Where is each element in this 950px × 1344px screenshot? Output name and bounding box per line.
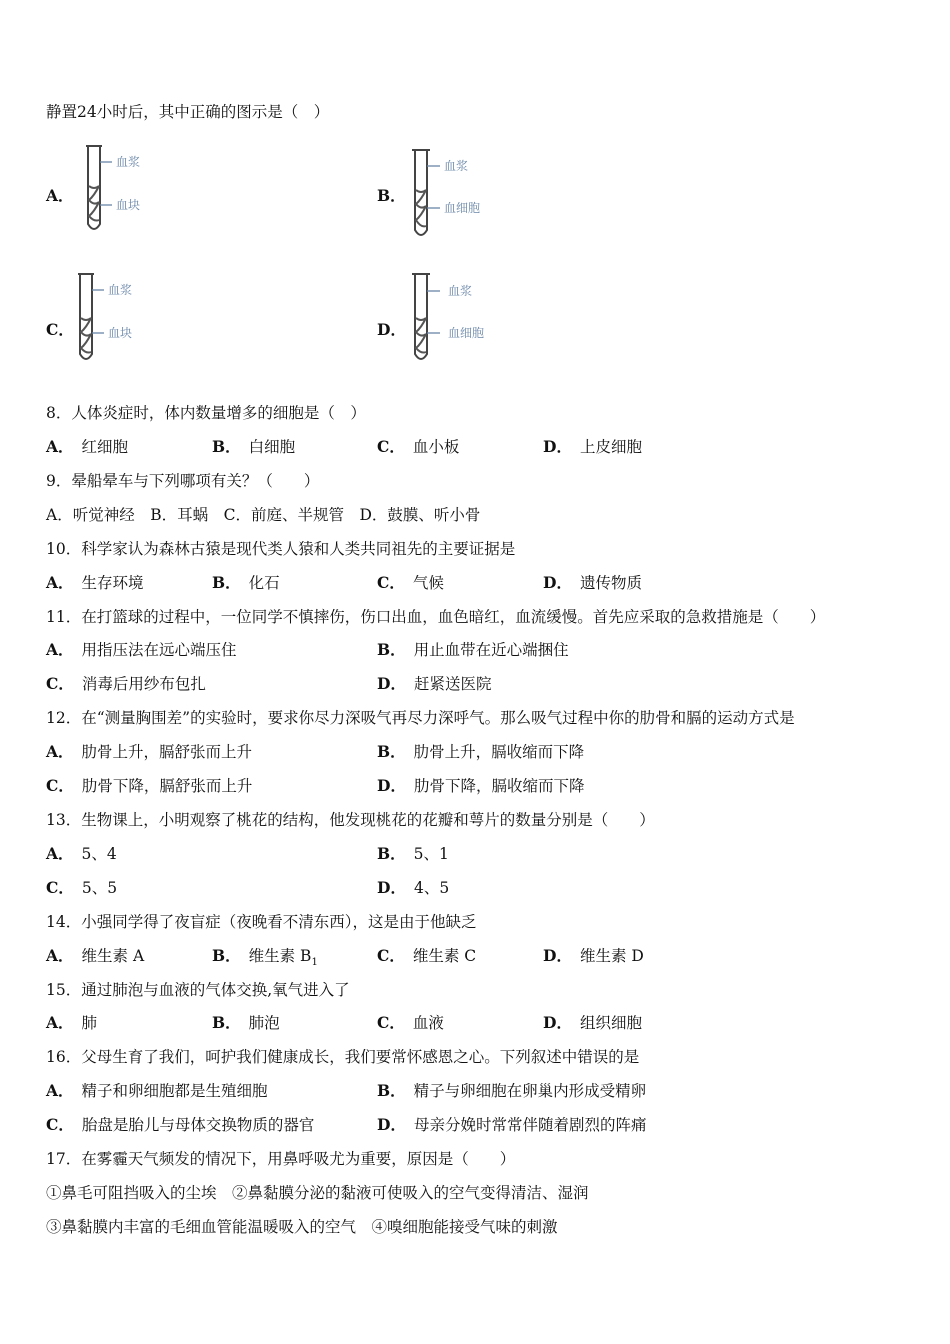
q15-option-b: B． 肺泡 (212, 1013, 280, 1032)
q14-option-b: B． 维生素 $B_1$ (212, 946, 318, 969)
q13-option-d: D． 4、5 (377, 878, 450, 897)
q7-d-bottom-label: 血细胞 (448, 326, 485, 340)
q7-option-a-letter: A． (46, 186, 74, 205)
q7-option-a-tube (80, 144, 160, 236)
q8-option-a: A． 红细胞 (46, 437, 129, 456)
q12-option-d: D． 肋骨下降，膈收缩而下降 (377, 776, 585, 795)
q12-option-a: A． 肋骨上升，膈舒张而上升 (46, 742, 253, 761)
q12-option-b: B． 肋骨上升，膈收缩而下降 (377, 742, 585, 761)
q16-stem: 16．父母生育了我们，呵护我们健康成长，我们要常怀感恩之心。下列叙述中错误的是 (46, 1048, 640, 1066)
q16-option-d: D． 母亲分娩时常常伴随着剧烈的阵痛 (377, 1115, 647, 1134)
q7-a-bottom-label: 血块 (116, 198, 141, 212)
q11-option-b: B． 用止血带在近心端捆住 (377, 640, 569, 659)
q7-c-top-label: 血浆 (108, 283, 133, 297)
q7-option-d-letter: D． (377, 320, 406, 339)
q16-option-a: A． 精子和卵细胞都是生殖细胞 (46, 1081, 268, 1100)
q7-option-c-tube (74, 272, 154, 367)
q14-stem: 14．小强同学得了夜盲症（夜晚看不清东西），这是由于他缺乏 (46, 913, 477, 931)
q13-option-c: C． 5、5 (46, 878, 118, 897)
q7-stem: 静置24小时后，其中正确的图示是（ ） (46, 103, 330, 121)
q7-b-bottom-label: 血细胞 (444, 201, 481, 215)
q11-option-c: C． 消毒后用纱布包扎 (46, 674, 206, 693)
q9-stem: 9．晕船晕车与下列哪项有关？（ ） (46, 472, 320, 490)
q9-options: A．听觉神经 B．耳蜗 C．前庭、半规管 D．鼓膜、听小骨 (46, 506, 481, 524)
q10-option-d: D． 遗传物质 (543, 573, 642, 592)
q15-option-a: A． 肺 (46, 1013, 98, 1032)
q7-a-top-label: 血浆 (116, 155, 141, 169)
q15-option-d: D． 组织细胞 (543, 1013, 642, 1032)
q16-option-b: B． 精子与卵细胞在卵巢内形成受精卵 (377, 1081, 647, 1100)
q8-option-b: B． 白细胞 (212, 437, 296, 456)
q10-stem: 10．科学家认为森林古猿是现代类人猿和人类共同祖先的主要证据是 (46, 540, 516, 558)
q7-c-bottom-label: 血块 (108, 326, 133, 340)
q8-option-d: D． 上皮细胞 (543, 437, 642, 456)
q7-option-c-letter: C． (46, 320, 74, 339)
q12-stem: 12．在“测量胸围差”的实验时，要求你尽力深吸气再尽力深呼气。那么吸气过程中你的肋骨和膈的运动方式是 (46, 709, 795, 727)
q10-option-a: A． 生存环境 (46, 573, 144, 592)
q14-option-a: A． 维生素 A (46, 946, 145, 965)
q13-option-b: B． 5、1 (377, 844, 449, 863)
q8-stem: 8．人体炎症时，体内数量增多的细胞是（ ） (46, 404, 366, 422)
q15-option-c: C． 血液 (377, 1013, 444, 1032)
q10-option-c: C． 气候 (377, 573, 444, 592)
q7-option-d-tube (408, 272, 498, 367)
q11-option-a: A． 用指压法在远心端压住 (46, 640, 237, 659)
q7-d-top-label: 血浆 (448, 284, 473, 298)
q14-option-c: C． 维生素 C (377, 946, 477, 965)
q16-option-c: C． 胎盘是胎儿与母体交换物质的器官 (46, 1115, 315, 1134)
q7-option-b-letter: B． (377, 186, 406, 205)
q17-stem: 17．在雾霾天气频发的情况下，用鼻呼吸尤为重要，原因是（ ） (46, 1150, 516, 1168)
q7-option-b-tube (408, 148, 498, 243)
q13-stem: 13．生物课上，小明观察了桃花的结构，他发现桃花的花瓣和萼片的数量分别是（ ） (46, 811, 655, 829)
q12-option-c: C． 肋骨下降，膈舒张而上升 (46, 776, 253, 795)
q17-statements-line-2: ③鼻黏膜内丰富的毛细血管能温暖吸入的空气 ④嗅细胞能接受气味的刺激 (46, 1218, 558, 1236)
q15-stem: 15．通过肺泡与血液的气体交换,氧气进入了 (46, 981, 350, 999)
q7-b-top-label: 血浆 (444, 159, 469, 173)
q14-option-d: D． 维生素 D (543, 946, 644, 965)
q8-option-c: C． 血小板 (377, 437, 460, 456)
q11-option-d: D． 赶紧送医院 (377, 674, 492, 693)
q13-option-a: A． 5、4 (46, 844, 117, 863)
q10-option-b: B． 化石 (212, 573, 280, 592)
q11-stem: 11．在打篮球的过程中，一位同学不慎摔伤，伤口出血，血色暗红，血流缓慢。首先应采取的急救措施是（ ） (46, 608, 826, 626)
q17-statements-line-1: ①鼻毛可阻挡吸入的尘埃 ②鼻黏膜分泌的黏液可使吸入的空气变得清洁、湿润 (46, 1184, 589, 1202)
